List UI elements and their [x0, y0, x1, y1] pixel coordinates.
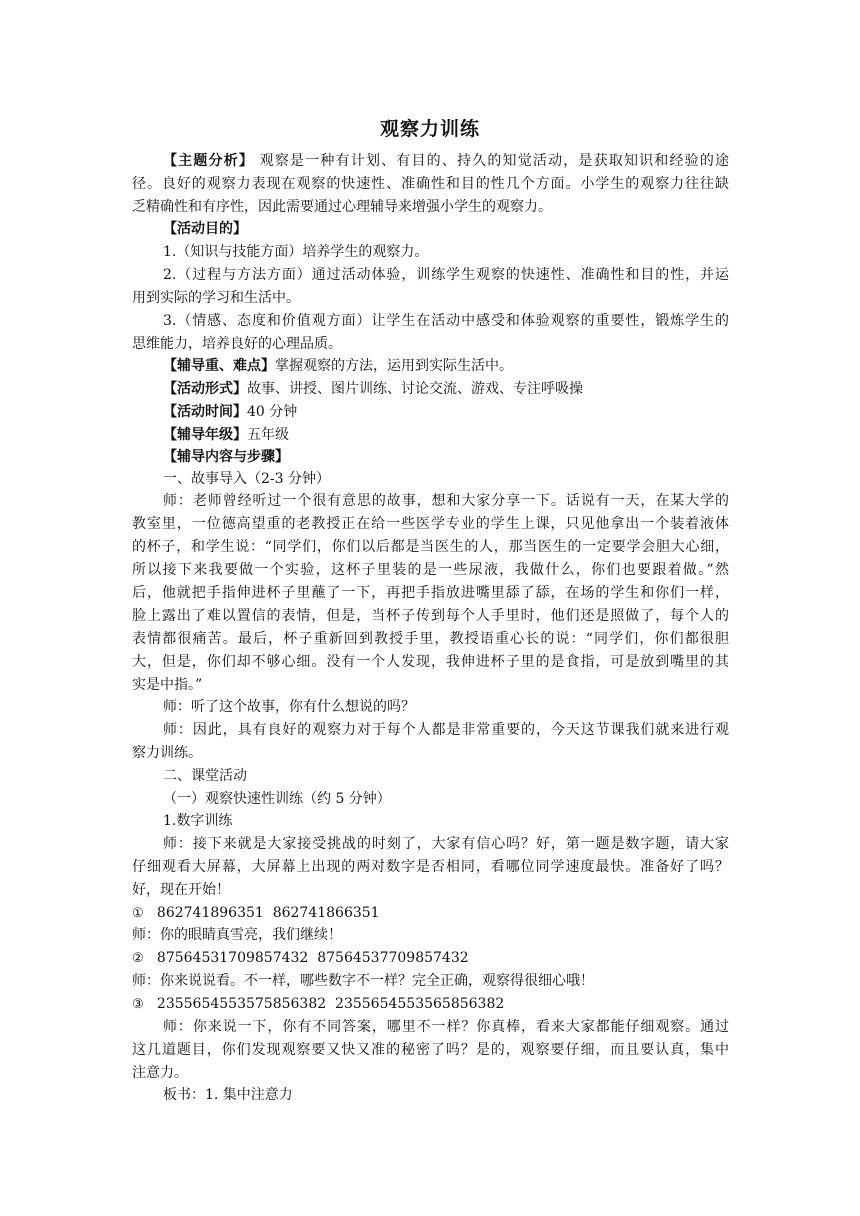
section-label-grade: 【辅导年级】 [163, 427, 247, 443]
story-line: 后，他就把手指伸进杯子里蘸了一下，再把手指放进嘴里舔了舔，在场的学生和你们一样， [132, 585, 729, 601]
story-line: 师：老师曾经听过一个很有意思的故事，想和大家分享一下。话说有一天，在某大学的 [163, 493, 729, 509]
story-line: 表情都很痛苦。最后，杯子重新回到教授手里，教授语重心长的说：“同学们，你们都很胆 [132, 631, 729, 647]
paragraph-text: 观察是一种有计划、有目的、持久的知觉活动，是获取知识和经验的途 [259, 153, 730, 169]
teacher-line: 师：因此，具有良好的观察力对于每个人都是非常重要的，今天这节课我们就来进行观 [163, 722, 729, 738]
document-title: 观察力训练 [379, 118, 480, 140]
circled-number: ③ [132, 997, 144, 1012]
story-line: 大，但是，你们却不够心细。没有一个人发现，我伸进杯子里的是食指，可是放到嘴里的其 [132, 654, 729, 670]
circled-number: ① [132, 906, 144, 921]
time-line [163, 402, 297, 422]
teacher-line: 察力训练。 [132, 745, 202, 761]
grade-text: 五年级 [247, 427, 289, 443]
step-heading: 一、故事导入（2-3 分钟） [163, 471, 330, 487]
section-label-time: 【活动时间】 [163, 404, 247, 420]
number-text: 862741896351 862741866351 [156, 905, 380, 921]
goal-item-cont: 思维能力，培养良好的心理品质。 [132, 336, 342, 352]
sub-heading: （一）观察快速性训练（约 5 分钟） [163, 791, 391, 807]
teacher-line: 师：你来说说看。不一样，哪些数字不一样？完全正确，观察得很细心哦！ [132, 973, 594, 989]
focus-text: 掌握观察的方法，运用到实际生活中。 [275, 358, 513, 374]
section-label-form: 【活动形式】 [163, 381, 247, 397]
number-pair [132, 903, 380, 924]
number-text: 87564531709857432 87564537709857432 [156, 950, 469, 966]
focus-line [163, 356, 513, 376]
teacher-line: 好，现在开始！ [132, 882, 230, 898]
teacher-question: 师：听了这个故事，你有什么想说的吗？ [163, 699, 415, 715]
number-text: 2355654553575856382 2355654553565856382 [156, 996, 505, 1012]
board-note: 板书：1. 集中注意力 [163, 1087, 293, 1103]
item-heading: 1.数字训练 [163, 813, 233, 829]
teacher-line: 注意力。 [132, 1065, 188, 1081]
section-label-focus: 【辅导重、难点】 [163, 358, 275, 374]
paragraph-line [163, 151, 729, 171]
story-line: 所以接下来我要做一个实验，这杯子里装的是一些尿液，我做什么，你们也要跟着做。”然 [132, 562, 729, 578]
step-heading: 二、课堂活动 [163, 768, 247, 784]
story-line: 脸上露出了难以置信的表情，但是，当杯子传到每个人手里时，他们还是照做了，每个人的 [132, 608, 729, 624]
paragraph-line: 径。良好的观察力表现在观察的快速性、准确性和目的性几个方面。小学生的观察力往往缺 [132, 176, 729, 192]
section-label-theme: 【主题分析】 [163, 153, 255, 169]
goal-item: 1.（知识与技能方面）培养学生的观察力。 [163, 244, 429, 260]
story-line: 的杯子，和学生说：“同学们，你们以后都是当医生的人，那当医生的一定要学会胆大心细， [132, 539, 729, 555]
teacher-line: 师：你来说一下，你有不同答案，哪里不一样？你真棒，看来大家都能仔细观察。通过 [163, 1019, 729, 1035]
story-line: 实是中指。” [132, 677, 203, 693]
number-pair [132, 948, 469, 969]
goal-item: 3.（情感、态度和价值观方面）让学生在活动中感受和体验观察的重要性，锻炼学生的 [163, 313, 729, 329]
goal-item: 2.（过程与方法方面）通过活动体验，训练学生观察的快速性、准确性和目的性，并运 [163, 267, 729, 283]
section-label-goals: 【活动目的】 [163, 221, 247, 237]
time-text: 40 分钟 [247, 404, 298, 420]
teacher-line: 师：你的眼睛真雪亮，我们继续！ [132, 927, 342, 943]
grade-line [163, 425, 289, 445]
goal-item-cont: 用到实际的学习和生活中。 [132, 290, 300, 306]
story-line: 教室里，一位德高望重的老教授正在给一些医学专业的学生上课，只见他拿出一个装着液体 [132, 516, 729, 532]
form-line [163, 379, 583, 399]
teacher-line: 仔细观看大屏幕，大屏幕上出现的两对数字是否相同，看哪位同学速度最快。准备好了吗？ [132, 859, 729, 875]
section-label-steps: 【辅导内容与步骤】 [163, 449, 289, 465]
circled-number: ② [132, 951, 144, 966]
paragraph-line: 乏精确性和有序性，因此需要通过心理辅导来增强小学生的观察力。 [132, 199, 552, 215]
teacher-line: 师：接下来就是大家接受挑战的时刻了，大家有信心吗？好，第一题是数字题，请大家 [163, 836, 729, 852]
form-text: 故事、讲授、图片训练、讨论交流、游戏、专注呼吸操 [247, 381, 583, 397]
teacher-line: 这几道题目，你们发现观察要又快又准的秘密了吗？是的，观察要仔细，而且要认真，集中 [132, 1042, 729, 1058]
number-pair [132, 994, 504, 1015]
